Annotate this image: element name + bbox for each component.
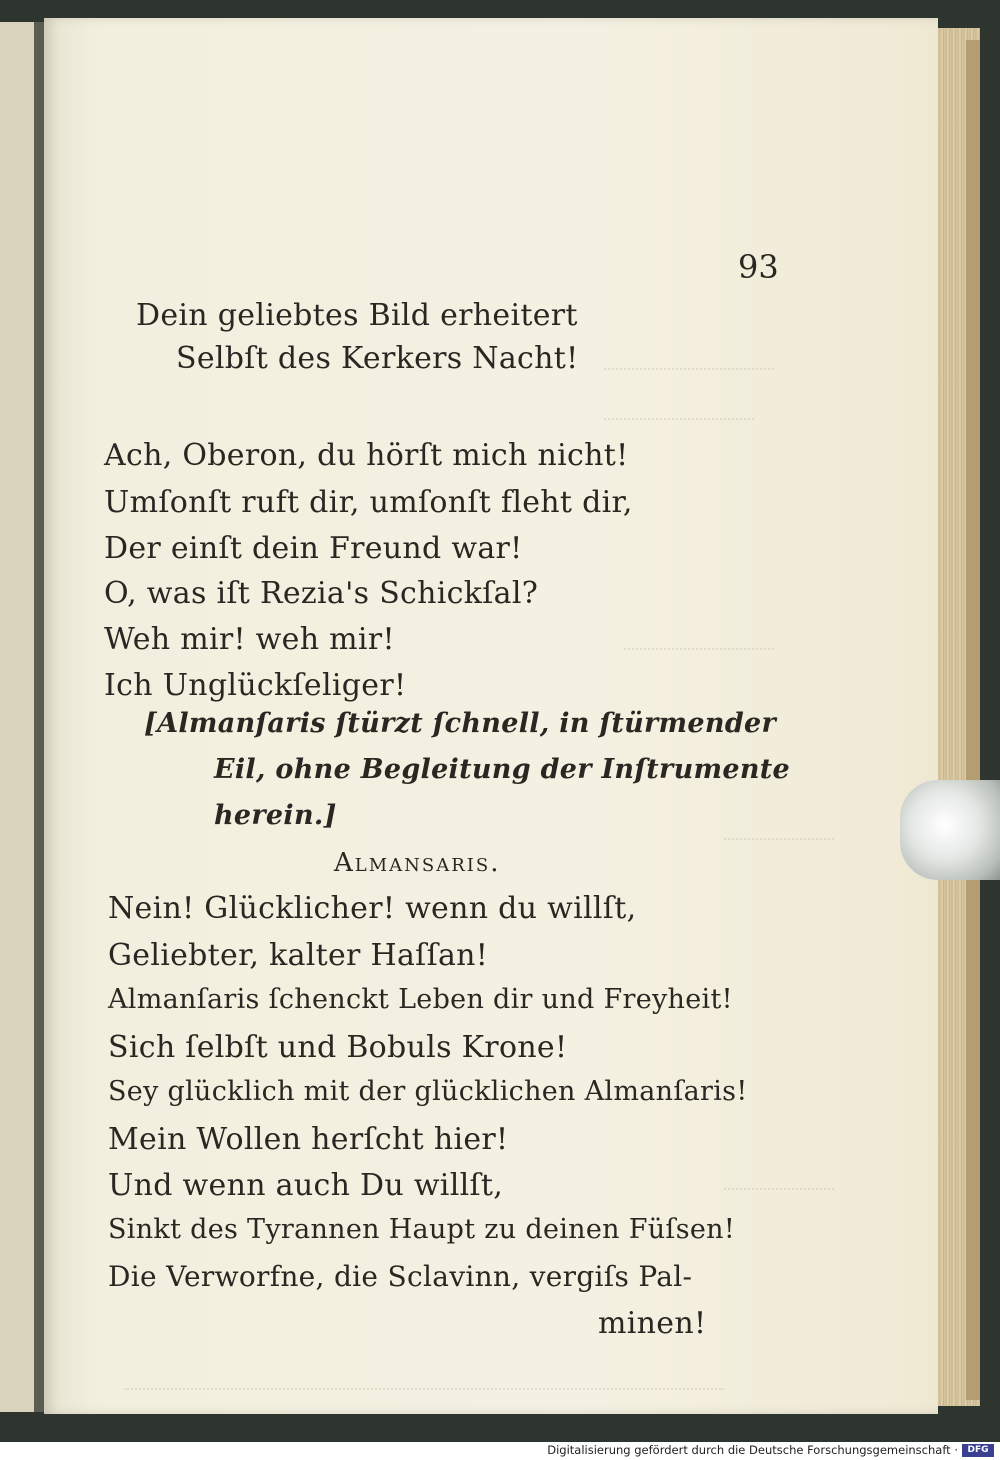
- verse-line: Selbſt des Kerkers Nacht!: [176, 341, 579, 376]
- show-through: [624, 628, 774, 650]
- stage-direction: herein.]: [214, 800, 337, 831]
- stage-direction: [Almanſaris ſtürzt ſchnell, in ſtürmender: [144, 708, 777, 739]
- verse-line: Die Verworfne, die Sclavinn, vergiſs Pal-: [108, 1260, 693, 1293]
- funding-credit: Digitalisierung gefördert durch die Deutsche Forschungsgemeinschaft ·: [547, 1443, 958, 1457]
- show-through: [124, 1368, 724, 1390]
- speaker-name: Almansaris.: [334, 848, 501, 878]
- book-page: [44, 18, 938, 1414]
- show-through: [604, 398, 754, 420]
- verse-line: Umſonſt ruft dir, umſonſt fleht dir,: [104, 485, 633, 520]
- verse-line: Nein! Glücklicher! wenn du willſt,: [108, 891, 637, 926]
- page-holder-clip: [900, 780, 1000, 880]
- verse-line: Und wenn auch Du willſt,: [108, 1168, 504, 1203]
- dfg-logo: DFG: [962, 1444, 994, 1457]
- page-edge-shadow: [966, 40, 980, 1400]
- verse-line: Der einſt dein Freund war!: [104, 531, 523, 566]
- show-through: [724, 1168, 834, 1190]
- stage-direction: Eil, ohne Begleitung der Inſtrumente: [214, 754, 791, 785]
- verse-line: Ach, Oberon, du hörſt mich nicht!: [104, 438, 629, 473]
- footer-bar: [0, 1442, 1000, 1460]
- verse-line: O, was iſt Rezia's Schickſal?: [104, 576, 539, 611]
- show-through: [604, 348, 774, 370]
- verse-line: Sich ſelbſt und Bobuls Krone!: [108, 1030, 568, 1065]
- left-page-edge: [0, 22, 36, 1412]
- verse-line: Geliebter, kalter Haſſan!: [108, 938, 489, 973]
- verse-line: Weh mir! weh mir!: [104, 622, 395, 657]
- page-number: 93: [738, 248, 779, 286]
- verse-line: Almanſaris ſchenckt Leben dir und Freyheit!: [108, 984, 733, 1015]
- verse-line: Ich Unglückſeliger!: [104, 668, 407, 703]
- verse-line: Mein Wollen herſcht hier!: [108, 1122, 509, 1157]
- verse-line: minen!: [598, 1306, 707, 1341]
- verse-line: Sey glücklich mit der glücklichen Almanſaris!: [108, 1076, 748, 1107]
- verse-line: Dein geliebtes Bild erheitert: [136, 298, 578, 333]
- show-through: [724, 818, 834, 840]
- verse-line: Sinkt des Tyrannen Haupt zu deinen Füſsen!: [108, 1214, 735, 1245]
